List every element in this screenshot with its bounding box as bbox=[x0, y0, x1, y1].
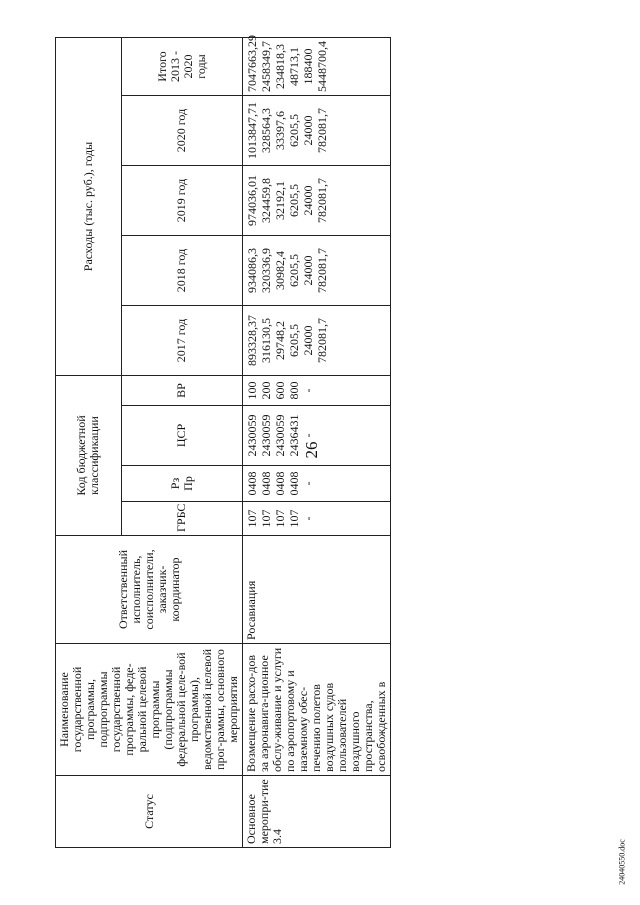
value-total: 188400 bbox=[301, 48, 315, 85]
value-2019: 6205,5 bbox=[287, 184, 301, 217]
value-2019: 24000 bbox=[301, 185, 315, 216]
value-2018: 782081,7 bbox=[315, 248, 329, 293]
value-2018: 30982,4 bbox=[273, 251, 287, 290]
value-2017: 316130,5 bbox=[259, 318, 273, 363]
value-2017: 6205,5 bbox=[287, 324, 301, 357]
csr-value: - bbox=[301, 433, 315, 438]
header-status: Статус bbox=[56, 776, 243, 848]
value-2020: 24000 bbox=[301, 115, 315, 146]
header-row-1 bbox=[56, 38, 122, 848]
header-year-2020: 2020 год bbox=[121, 96, 242, 166]
table-row bbox=[243, 38, 391, 848]
grbs-column bbox=[243, 502, 391, 536]
value-total: 2458349,7 bbox=[259, 41, 273, 92]
header-year-2017: 2017 год bbox=[121, 306, 242, 376]
rzpr-value: - bbox=[301, 481, 315, 486]
value-2020: 328564,3 bbox=[259, 108, 273, 153]
vr-value: 600 bbox=[273, 381, 287, 400]
value-2019: 974036,01 bbox=[245, 175, 259, 226]
grbs-value: 107 bbox=[287, 509, 301, 528]
header-year-2019: 2019 год bbox=[121, 166, 242, 236]
header-budget-code: Код бюджетной классификации bbox=[56, 376, 122, 536]
grbs-value: - bbox=[301, 516, 315, 521]
csr-value: 2430059 bbox=[245, 414, 259, 457]
rzpr-value: 0408 bbox=[259, 471, 273, 496]
page-number: 26 bbox=[302, 441, 321, 459]
value-2018: 320336,9 bbox=[259, 248, 273, 293]
header-csr: ЦСР bbox=[121, 406, 242, 466]
value-total: 48713,1 bbox=[287, 47, 301, 86]
csr-value: 2436431 bbox=[287, 414, 301, 457]
value-2018: 24000 bbox=[301, 255, 315, 286]
rzpr-value: 0408 bbox=[245, 471, 259, 496]
vr-value: - bbox=[301, 388, 315, 393]
grbs-value: 107 bbox=[245, 509, 259, 528]
header-rzpr: Рз Пр bbox=[121, 466, 242, 502]
value-2018: 6205,5 bbox=[287, 254, 301, 287]
year-2019-column bbox=[243, 166, 391, 236]
rotated-table-wrapper bbox=[55, 35, 391, 848]
vr-value: 200 bbox=[259, 381, 273, 400]
vr-column bbox=[243, 376, 391, 406]
value-total: 234818,3 bbox=[273, 44, 287, 89]
value-2020: 782081,7 bbox=[315, 108, 329, 153]
row-responsible: Росавиация bbox=[243, 536, 391, 644]
csr-value: 2430059 bbox=[259, 414, 273, 457]
row-status: Основное меропри-тие 3.4 bbox=[243, 776, 391, 848]
year-2020-column bbox=[243, 96, 391, 166]
value-2018: 934086,3 bbox=[245, 248, 259, 293]
header-responsible: Ответственный исполнитель, соисполнители, заказчик-координатор bbox=[56, 536, 243, 644]
vr-value: 800 bbox=[287, 381, 301, 400]
year-2017-column bbox=[243, 306, 391, 376]
csr-value: 2430059 bbox=[273, 414, 287, 457]
csr-column bbox=[243, 406, 391, 466]
value-2019: 32192,1 bbox=[273, 181, 287, 220]
total-column bbox=[243, 35, 391, 96]
value-2020: 33397,6 bbox=[273, 111, 287, 150]
vr-value: 100 bbox=[245, 381, 259, 400]
value-2019: 324459,8 bbox=[259, 178, 273, 223]
header-grbs: ГРБС bbox=[121, 502, 242, 536]
header-expenses: Расходы (тыс. руб.), годы bbox=[56, 38, 122, 376]
grbs-value: 107 bbox=[259, 509, 273, 528]
value-total: 5448700,4 bbox=[315, 41, 329, 92]
header-year-2018: 2018 год bbox=[121, 236, 242, 306]
value-2020: 6205,5 bbox=[287, 114, 301, 147]
row-name: Возмещение расхо-дов за аэронавига-ционное обслу-живание и услуги по аэропортовому и наземному обес-печению полетов воздушных судов пользователей воздушного пространства, освобожденных в bbox=[243, 644, 391, 776]
value-2017: 782081,7 bbox=[315, 318, 329, 363]
rzpr-value: 0408 bbox=[287, 471, 301, 496]
value-2019: 782081,7 bbox=[315, 178, 329, 223]
value-2020: 1013847,71 bbox=[245, 102, 259, 159]
header-total: Итого 2013 - 2020 годы bbox=[121, 38, 242, 96]
rzpr-value: 0408 bbox=[273, 471, 287, 496]
value-total: 7047663,29 bbox=[245, 35, 259, 92]
grbs-value: 107 bbox=[273, 509, 287, 528]
header-vr: ВР bbox=[121, 376, 242, 406]
year-2018-column bbox=[243, 236, 391, 306]
value-2017: 29748,2 bbox=[273, 321, 287, 360]
value-2017: 24000 bbox=[301, 325, 315, 356]
value-2017: 893328,37 bbox=[245, 315, 259, 366]
document-code: 24040550.doc bbox=[617, 839, 627, 885]
rzpr-column bbox=[243, 466, 391, 502]
header-name: Наименование государственной программы, подпрограммы государственной программы, феде-ральной целевой программы (подпрограммы федеральной целе-вой программы), ведомственной целевой прог-раммы, основного мероприятия bbox=[56, 644, 243, 776]
budget-table bbox=[55, 37, 391, 848]
